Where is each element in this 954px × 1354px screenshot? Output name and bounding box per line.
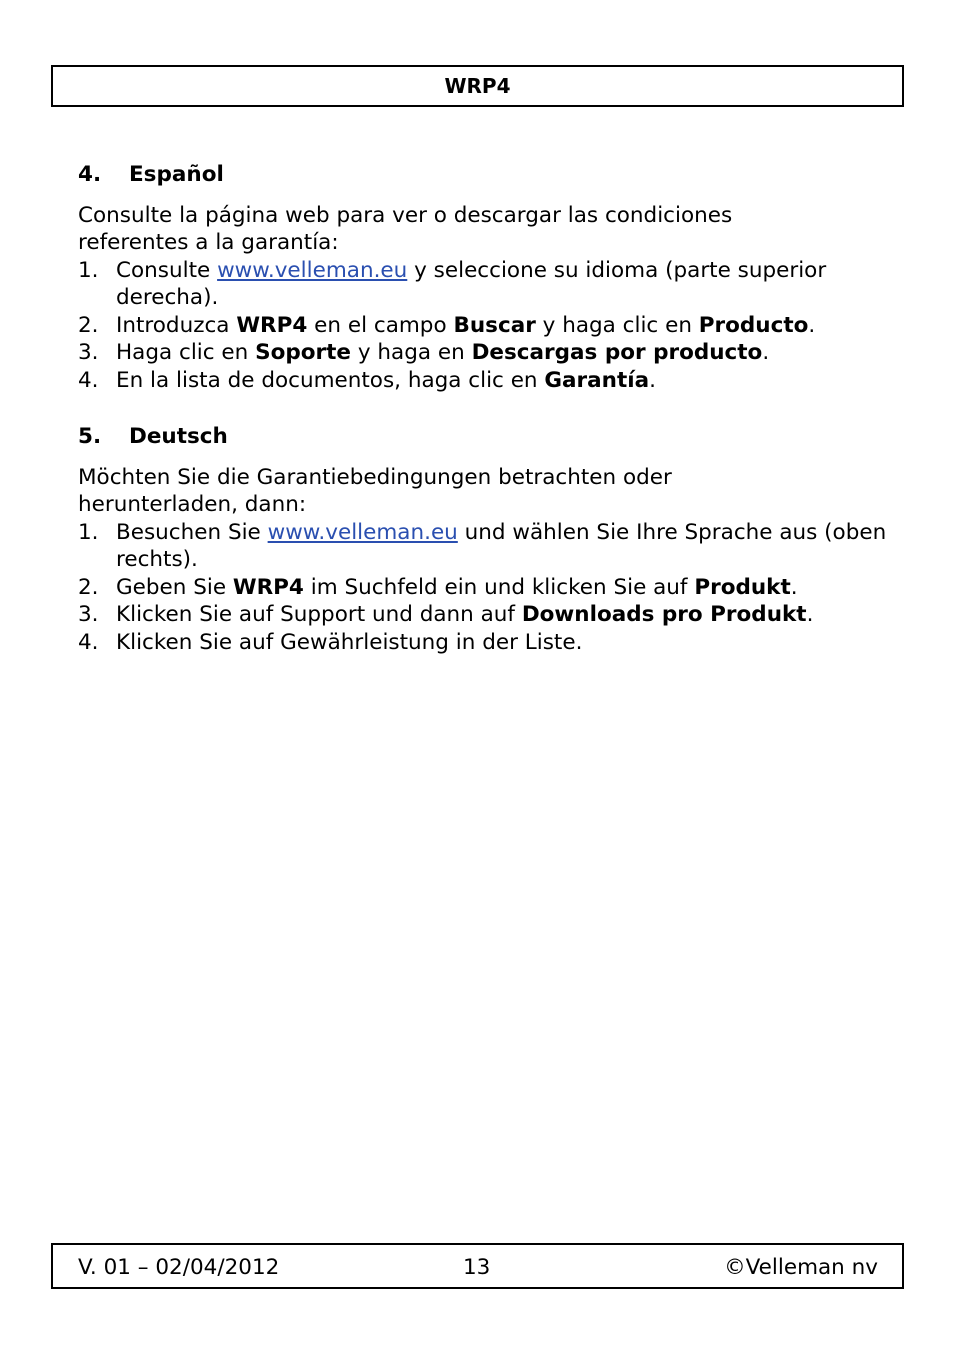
section-number: 4. xyxy=(78,162,102,187)
text-run: Consulte xyxy=(116,257,218,283)
list-number: 3. xyxy=(78,340,99,365)
bold-term: Downloads pro Produkt xyxy=(521,602,807,627)
list-number: 1. xyxy=(78,519,99,545)
text-run: . xyxy=(808,312,816,338)
list-text xyxy=(116,257,898,312)
text-run: und wählen Sie Ihre Sprache aus (oben rechts). xyxy=(116,519,887,572)
text-run: . xyxy=(806,602,814,627)
page-header xyxy=(51,65,904,107)
text-run: . xyxy=(649,367,656,393)
text-run: Haga clic en xyxy=(116,340,256,365)
list-number: 1. xyxy=(78,257,99,283)
velleman-link[interactable]: www.velleman.eu xyxy=(267,519,458,545)
bold-term: Buscar xyxy=(453,312,536,338)
bold-term: WRP4 xyxy=(232,574,304,600)
section-espanol xyxy=(78,161,898,394)
text-run: Besuchen Sie xyxy=(116,519,268,545)
list-item xyxy=(78,312,898,340)
section-intro: Consulte la página web para ver o descargar las condiciones referentes a la garantía: xyxy=(78,202,733,255)
text-run: im Suchfeld ein und klicken Sie auf xyxy=(303,574,695,600)
list-item xyxy=(78,629,898,657)
bold-term: Producto xyxy=(698,312,809,338)
header-title: WRP4 xyxy=(444,74,511,98)
footer-page-number: 13 xyxy=(463,1255,491,1280)
list-text xyxy=(116,367,898,395)
list-number: 2. xyxy=(78,312,99,338)
section-title-espanol xyxy=(78,161,898,189)
text-run: En la lista de documentos, haga clic en xyxy=(116,367,545,393)
list-number: 3. xyxy=(78,602,99,627)
list-text xyxy=(116,519,898,574)
list-item xyxy=(78,601,898,629)
text-run: Introduzca xyxy=(116,312,237,338)
list-item xyxy=(78,367,898,395)
list-text xyxy=(116,339,898,367)
footer-copyright: ©Velleman nv xyxy=(724,1255,878,1280)
steps-list-espanol xyxy=(78,257,898,395)
velleman-link[interactable]: www.velleman.eu xyxy=(217,257,408,283)
footer-version: V. 01 – 02/04/2012 xyxy=(78,1255,280,1280)
text-run: y haga en xyxy=(351,340,472,365)
steps-list-deutsch xyxy=(78,519,898,657)
bold-term: Soporte xyxy=(255,340,352,365)
text-run: . xyxy=(762,340,770,365)
list-number: 4. xyxy=(78,367,99,393)
section-number: 5. xyxy=(78,424,102,449)
text-run: y seleccione su idioma (parte superior derecha). xyxy=(116,257,827,310)
section-title-text: Deutsch xyxy=(129,424,228,449)
text-run: Geben Sie xyxy=(116,574,233,600)
bold-term: Garantía xyxy=(544,367,650,393)
list-item xyxy=(78,257,898,312)
list-number: 4. xyxy=(78,629,99,655)
page-footer xyxy=(51,1243,904,1289)
list-text xyxy=(116,312,898,340)
list-number: 2. xyxy=(78,574,99,600)
section-title-deutsch xyxy=(78,423,898,451)
bold-term: Produkt xyxy=(694,574,791,600)
list-text xyxy=(116,601,898,629)
list-text xyxy=(116,574,898,602)
section-intro: Möchten Sie die Garantiebedingungen betrachten oder herunterladen, dann: xyxy=(78,464,672,517)
list-item xyxy=(78,519,898,574)
bold-term: Descargas por producto xyxy=(471,340,763,365)
section-title-text: Español xyxy=(129,162,224,187)
bold-term: WRP4 xyxy=(236,312,308,338)
list-item xyxy=(78,574,898,602)
text-run: en el campo xyxy=(307,312,454,338)
text-run: . xyxy=(790,574,798,600)
text-run: y haga clic en xyxy=(535,312,699,338)
list-text: Klicken Sie auf Gewährleistung in der Liste. xyxy=(116,629,583,655)
section-deutsch xyxy=(78,423,898,656)
text-run: Klicken Sie auf Support und dann auf xyxy=(116,602,522,627)
list-item xyxy=(78,339,898,367)
